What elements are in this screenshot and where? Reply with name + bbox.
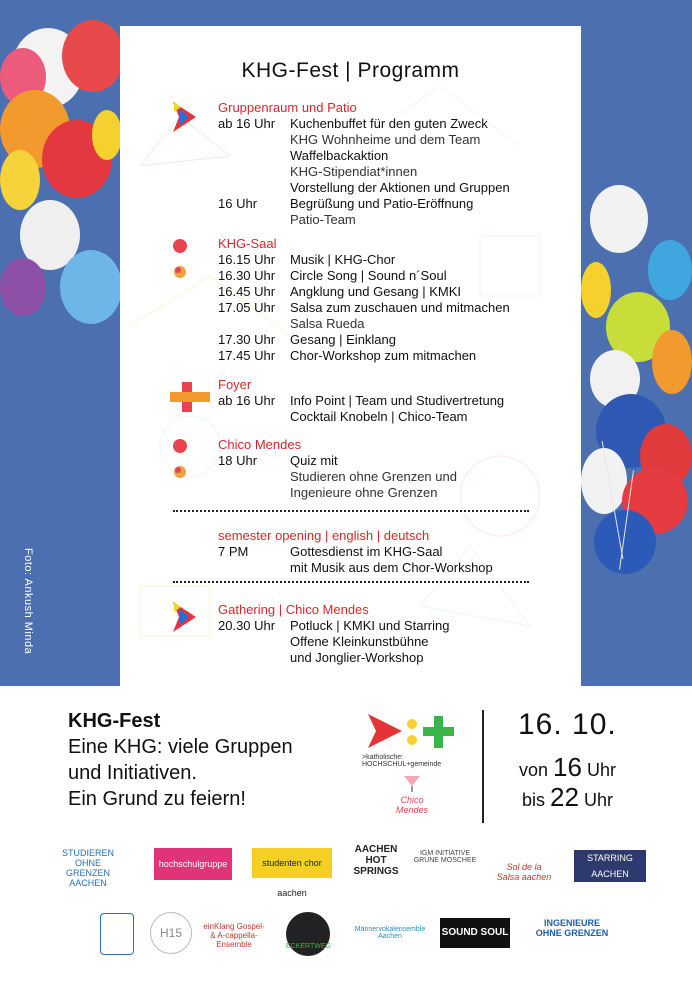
time-label: 18 Uhr <box>218 453 258 468</box>
balloon-yellow-2 <box>92 110 122 160</box>
logo-ingenieure-ohne-grenzen: INGENIEURE OHNE GRENZEN <box>535 918 609 938</box>
end-time-unit: Uhr <box>583 790 613 810</box>
tagline-line-3: Ein Grund zu feiern! <box>68 788 246 810</box>
program-line: Quiz mit <box>290 453 338 468</box>
program-title: KHG-Fest | Programm <box>241 59 460 82</box>
program-line: Offene Kleinkunstbühne <box>290 634 429 649</box>
program-line: Angklung und Gesang | KMKI <box>290 284 462 299</box>
event-name: KHG-Fest <box>68 710 161 732</box>
logo-studieren-ohne-grenzen: STUDIEREN OHNE GRENZEN AACHEN <box>61 848 114 888</box>
balloon-yellow <box>0 150 40 210</box>
program-card <box>120 26 581 686</box>
program-line: KHG-Stipendiat*innen <box>290 164 418 179</box>
khg-logo <box>366 712 462 752</box>
program-line: Kuchenbuffet für den guten Zweck <box>290 116 488 131</box>
section-heading: semester opening | english | deutsch <box>218 528 430 543</box>
balloon-cyan-right <box>648 240 692 300</box>
logo-aachen-hot-springs: AACHEN HOT SPRINGS <box>353 844 399 877</box>
balloon-red <box>62 20 124 92</box>
chico-mendes-logo: Chico Mendes <box>395 795 429 815</box>
logo-studentenchor: studenten chor aachen <box>252 848 332 878</box>
tagline-line-2: und Initiativen. <box>68 762 197 784</box>
logo-sound-n-soul: SOUND SOUL <box>440 918 510 948</box>
plus-icon <box>170 382 210 412</box>
time-label: ab 16 Uhr <box>218 393 276 408</box>
program-line: Patio-Team <box>290 212 356 227</box>
time-label: 7 PM <box>218 544 249 559</box>
time-label: 16.30 Uhr <box>218 268 276 283</box>
logo-starring: STARRING AACHEN <box>574 850 646 882</box>
logo-einklang: einKlang Gospel- & A-cappella-Ensemble <box>203 922 265 949</box>
program-line: mit Musik aus dem Chor-Workshop <box>290 560 493 575</box>
balloon-purple <box>0 258 46 316</box>
dot-icons <box>170 238 190 282</box>
program-line: Vorstellung der Aktionen und Gruppen <box>290 180 510 195</box>
balloon-white-right <box>590 185 648 253</box>
time-label: 16.45 Uhr <box>218 284 276 299</box>
program-line: Begrüßung und Patio-Eröffnung <box>290 196 474 211</box>
program-line: Chor-Workshop zum mitmachen <box>290 348 477 363</box>
logo-hochschulgruppe: hochschulgruppe aachen <box>154 848 232 880</box>
section-heading: KHG-Saal <box>218 236 277 251</box>
program-line: und Jonglier-Workshop <box>290 650 424 665</box>
program-line: Musik | KHG-Chor <box>290 252 396 267</box>
program-line: Studieren ohne Grenzen und <box>290 469 457 484</box>
program-line: KHG Wohnheime und dem Team <box>290 132 481 147</box>
time-label: ab 16 Uhr <box>218 116 276 131</box>
program-line: Circle Song | Sound n´Soul <box>290 268 447 283</box>
program-line: Waffelbackaktion <box>290 148 389 163</box>
start-time-unit: Uhr <box>586 760 616 780</box>
section-heading: Foyer <box>218 377 252 392</box>
balloon-yellow-right <box>581 262 611 318</box>
time-label: 17.05 Uhr <box>218 300 276 315</box>
section-heading: Gruppenraum und Patio <box>218 100 357 115</box>
end-time-word: bis <box>522 790 546 810</box>
program-line: Salsa zum zuschauen und mitmachen <box>290 300 510 315</box>
section-heading: Gathering | Chico Mendes <box>218 602 369 617</box>
khg-arrow-icon <box>170 100 198 134</box>
balloon-orange-right <box>652 330 692 394</box>
program-line: Gesang | Einklang <box>290 332 396 347</box>
khg-arrow-icon-2 <box>170 600 198 634</box>
program-line: Ingenieure ohne Grenzen <box>290 485 438 500</box>
dot-icons-2 <box>170 438 190 482</box>
logo-h15: H15 <box>150 912 192 954</box>
cocktail-icon <box>402 774 422 794</box>
photo-credit: Foto: Ankush Minda <box>22 548 34 655</box>
logo-eckertweg: ECKERTWEG <box>286 912 330 956</box>
program-line: Cocktail Knobeln | Chico-Team <box>290 409 468 424</box>
time-label: 17.30 Uhr <box>218 332 276 347</box>
time-label: 16 Uhr <box>218 196 258 211</box>
logo-igm: IGM INITIATIVE GRÜNE MOSCHEE <box>413 850 477 864</box>
logo-maennervokalensemble: Männervokalensemble Aachen <box>354 926 426 940</box>
time-label: 20.30 Uhr <box>218 618 276 633</box>
logo-sol-de-la-salsa: Sol de la Salsa aachen <box>496 862 552 882</box>
start-time-number: 16 <box>553 752 582 782</box>
program-line: Info Point | Team und Studivertretung <box>290 393 505 408</box>
time-label: 17.45 Uhr <box>218 348 276 363</box>
program-line: Gottesdienst im KHG-Saal <box>290 544 443 559</box>
balloon-lightblue <box>60 250 122 324</box>
section-heading: Chico Mendes <box>218 437 302 452</box>
divider-line <box>482 710 484 823</box>
logo-shield-crest <box>100 913 134 955</box>
event-date: 16. 10. <box>518 708 617 741</box>
start-time <box>519 752 616 783</box>
end-time <box>522 782 613 813</box>
tagline-line-1: Eine KHG: viele Gruppen <box>68 736 293 758</box>
program-line: Salsa Rueda <box>290 316 365 331</box>
program-line: Potluck | KMKI und Starring <box>290 618 450 633</box>
end-time-number: 22 <box>550 782 579 812</box>
khg-logo-caption: >katholische: HOCHSCHUL+gemeinde <box>362 754 442 768</box>
time-label: 16.15 Uhr <box>218 252 276 267</box>
start-time-word: von <box>519 760 549 780</box>
